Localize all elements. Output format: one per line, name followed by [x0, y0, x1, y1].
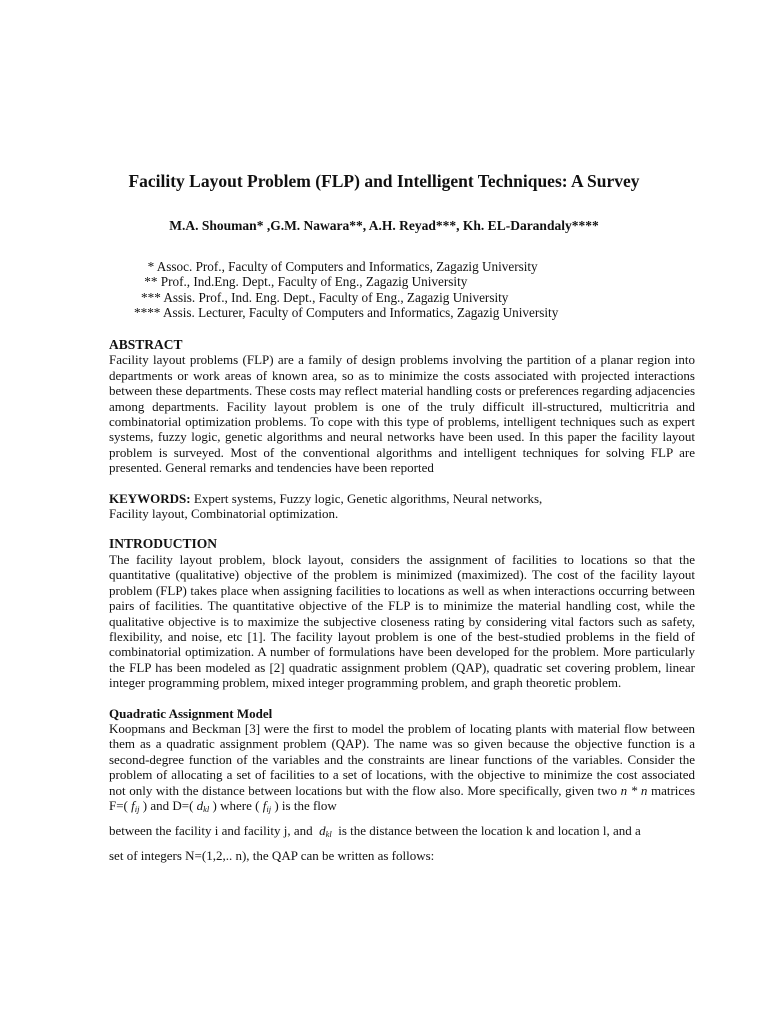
math-subscript-ij: ij: [266, 803, 272, 814]
qap-text: ) where (: [212, 797, 260, 813]
qap-line: [109, 823, 695, 842]
qap-text: ) and D=(: [142, 797, 194, 813]
math-f: f: [262, 797, 267, 813]
keywords-line: Facility layout, Combinatorial optimization.: [109, 506, 339, 522]
qap-text: [109, 721, 695, 817]
affiliation: ** Prof., Ind.Eng. Dept., Faculty of Eng., Zagazig University: [141, 274, 468, 290]
abstract-heading: ABSTRACT: [109, 337, 183, 352]
qap-text-main: Koopmans and Beckman [3] were the first to model the problem of locating plants with material flow between them as a quadratic assignment problem (QAP). The name was so given because the objective function is a second-degree function of the variables and the constraints are linear functions of the variables. Consider the problem of allocating a set of facilities to a set of locations, with the objective to minimize the cost associated not only with the distance between locations but with the flow also. More specifically, given two: [109, 720, 695, 798]
abstract-text: Facility layout problems (FLP) are a family of design problems involving the partition of a planar region into departments or work areas of known area, so as to minimize the costs associated with projected interactions between these departments. These costs may reflect material handling costs or preferences regarding adjacencies among departments. Facility layout problem is one of the truly difficult ill-structured, multicritria and combinatorial optimization problems. To cope with this type of problems, intelligent techniques such as expert systems, fuzzy logic, genetic algorithms and neural networks have been used. In this paper the facility layout problem is surveyed. Most of the conventional algorithms and intelligent techniques for solving FLP are presented. General remarks and tendencies have been reported: [109, 352, 695, 476]
qap-text: ) is the flow: [274, 797, 337, 813]
qap-text: is the distance between the location k and location l, and a: [338, 823, 641, 839]
keywords: [109, 491, 695, 506]
affiliation: *** Assis. Prof., Ind. Eng. Dept., Faculty of Eng., Zagazig University: [141, 289, 509, 305]
math-d: d: [319, 823, 326, 839]
qap-heading: Quadratic Assignment Model: [109, 705, 273, 721]
math-n-by-n: n * n: [620, 782, 648, 798]
author-list: M.A. Shouman* ,G.M. Nawara**, A.H. Reyad***, Kh. EL-Darandaly****: [169, 218, 599, 233]
paper-body: [109, 337, 695, 863]
math-subscript-kl: kl: [203, 803, 210, 814]
introduction-text: The facility layout problem, block layout, considers the assignment of facilities to locations so that the quantitative (qualitative) objective of the problem is minimized (maximized). The cost of the facility layout problem (FLP) takes place when assigning facilities to locations as well as when interactions occurring between pairs of facilities. The quantitative objective of the FLP is to minimize the material handling cost, while the qualitative objective is to maximize the subjective closeness rating by considering vital factors such as safety, flexibility, and noise, etc [1]. The facility layout problem is one of the best-studied problems in the field of combinatorial optimization. A number of formulations have been developed for the problem. More particularly the FLP has been modeled as [2] quadratic assignment problem (QAP), quadratic set covering problem, linear integer programming problem, mixed integer programming problem, and graph theoretic problem.: [109, 551, 695, 691]
math-f: f: [131, 797, 135, 813]
math-subscript-ij: ij: [134, 803, 140, 814]
keywords-label: KEYWORDS:: [109, 490, 191, 506]
paper-title: Facility Layout Problem (FLP) and Intelligent Techniques: A Survey: [128, 171, 640, 191]
introduction-heading: INTRODUCTION: [109, 536, 218, 552]
affiliation-list: [134, 259, 611, 320]
qap-text: matrices F=(: [109, 782, 696, 813]
affiliation: **** Assis. Lecturer, Faculty of Computers and Informatics, Zagazig University: [134, 304, 559, 320]
qap-line: set of integers N=(1,2,.. n), the QAP can be written as follows:: [109, 847, 435, 863]
keywords-line: Expert systems, Fuzzy logic, Genetic algorithms, Neural networks,: [193, 490, 543, 506]
math-d: d: [196, 797, 204, 813]
affiliation: * Assoc. Prof., Faculty of Computers and Informatics, Zagazig University: [141, 259, 538, 274]
math-subscript-kl: kl: [325, 829, 332, 840]
qap-text: between the facility i and facility j, and: [109, 823, 313, 839]
